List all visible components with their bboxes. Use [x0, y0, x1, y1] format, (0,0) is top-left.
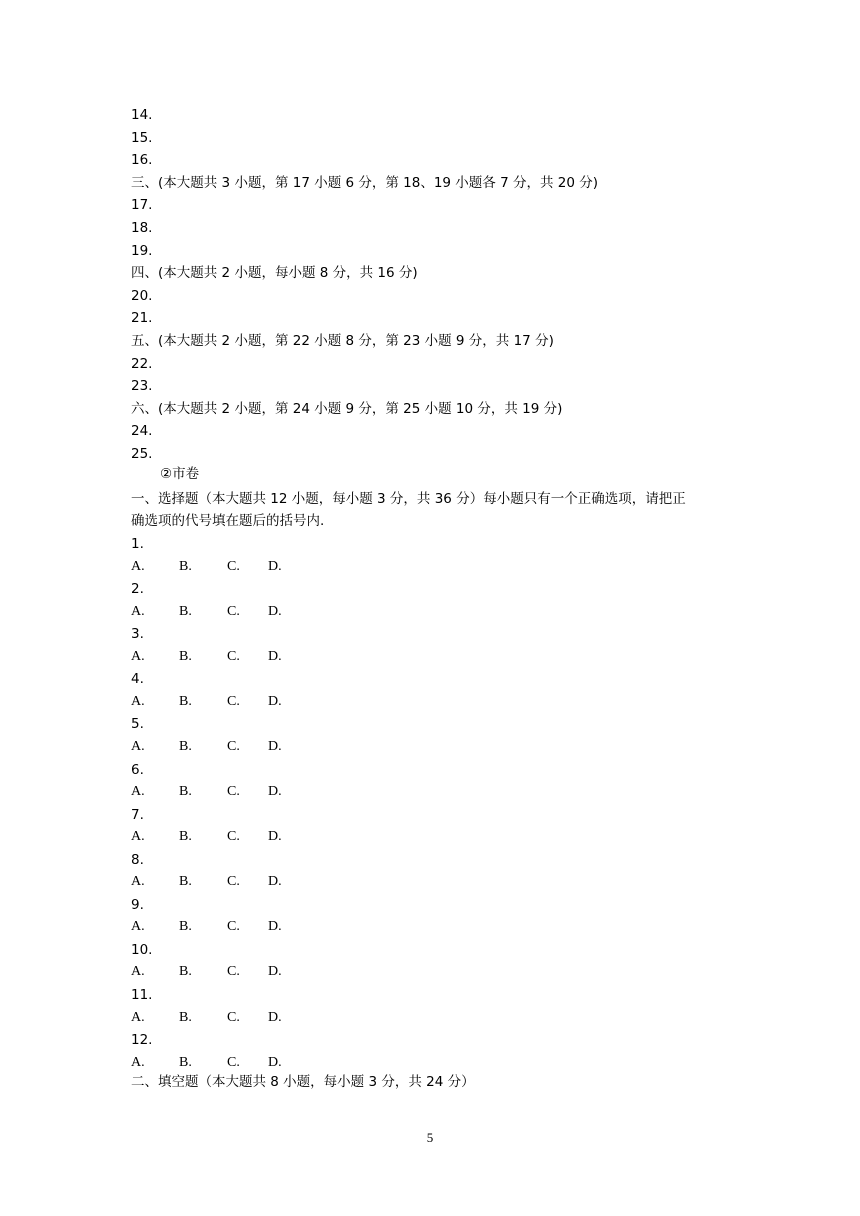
option-label: C. — [227, 829, 240, 845]
option-label: C. — [227, 874, 240, 890]
option-label: C. — [227, 1009, 240, 1025]
text-line: 四、(本大题共 2 小题，每小题 8 分，共 16 分) — [131, 265, 418, 282]
text-line: 20. — [131, 287, 153, 304]
option-label: C. — [227, 964, 240, 980]
option-label: D. — [268, 1054, 282, 1070]
text-line: 17. — [131, 197, 153, 214]
question-number: 1. — [131, 536, 144, 552]
text-line: 15. — [131, 129, 153, 146]
option-label: C. — [227, 693, 240, 709]
option-label: A. — [131, 1009, 145, 1025]
option-label: B. — [179, 874, 192, 890]
text-line: 六、(本大题共 2 小题，第 24 小题 9 分，第 25 小题 10 分，共 19 分) — [131, 400, 563, 417]
question-number: 8. — [131, 851, 144, 868]
option-label: B. — [179, 1009, 192, 1025]
option-label: A. — [131, 964, 145, 980]
option-label: A. — [131, 558, 145, 574]
section-title: ②市卷 — [160, 466, 200, 482]
option-label: B. — [179, 784, 192, 799]
option-label: B. — [179, 964, 192, 980]
section-heading: 二、填空题（本大题共 8 小题，每小题 3 分，共 24 分） — [131, 1074, 475, 1090]
option-label: D. — [268, 874, 282, 890]
option-label: C. — [227, 1054, 240, 1070]
option-label: B. — [179, 648, 192, 664]
text-line: 五、(本大题共 2 小题，第 22 小题 8 分，第 23 小题 9 分，共 17 分) — [131, 333, 554, 349]
text-line: 21. — [131, 310, 153, 327]
option-label: A. — [131, 648, 145, 664]
question-number: 5. — [131, 716, 144, 733]
question-number: 6. — [131, 761, 144, 778]
text-line: 24. — [131, 423, 153, 440]
option-label: B. — [179, 738, 192, 754]
option-label: C. — [227, 784, 240, 799]
text-line: 18. — [131, 220, 153, 236]
question-number: 12. — [131, 1032, 153, 1049]
option-label: A. — [131, 738, 145, 754]
option-label: A. — [131, 919, 145, 935]
option-label: D. — [268, 964, 282, 980]
option-label: D. — [268, 693, 282, 709]
question-number: 10. — [131, 941, 153, 958]
text-line: 22. — [131, 355, 153, 372]
option-label: A. — [131, 829, 145, 845]
option-label: A. — [131, 693, 145, 709]
text-line: 14. — [131, 107, 153, 123]
question-number: 7. — [131, 806, 144, 823]
option-label: D. — [268, 603, 282, 619]
option-label: D. — [268, 829, 282, 845]
text-line: 三、(本大题共 3 小题，第 17 小题 6 分，第 18、19 小题各 7 分，共 20 分) — [131, 174, 599, 191]
option-label: C. — [227, 603, 240, 619]
option-label: D. — [268, 1009, 282, 1025]
option-label: A. — [131, 1054, 145, 1070]
option-label: D. — [268, 919, 282, 935]
text-line: 25. — [131, 446, 153, 462]
option-label: A. — [131, 603, 145, 619]
option-label: B. — [179, 829, 192, 845]
question-number: 11. — [131, 987, 153, 1003]
option-label: B. — [179, 603, 192, 619]
text-line: 16. — [131, 152, 153, 169]
option-label: B. — [179, 558, 192, 574]
text-line: 19. — [131, 242, 153, 259]
page-number: 5 — [426, 1130, 434, 1145]
question-number: 2. — [131, 581, 144, 598]
option-label: D. — [268, 648, 282, 664]
option-label: C. — [227, 558, 240, 574]
option-label: D. — [268, 784, 282, 799]
question-number: 4. — [131, 671, 144, 688]
question-number: 3. — [131, 626, 144, 643]
option-label: D. — [268, 558, 282, 574]
section-heading: 确选项的代号填在题后的括号内. — [131, 513, 325, 529]
section-heading: 一、选择题（本大题共 12 小题，每小题 3 分，共 36 分）每小题只有一个正确选项，请把正 — [131, 491, 686, 507]
option-label: B. — [179, 1054, 192, 1070]
question-number: 9. — [131, 896, 144, 913]
option-label: B. — [179, 693, 192, 709]
option-label: A. — [131, 784, 145, 799]
option-label: A. — [131, 874, 145, 890]
option-label: D. — [268, 738, 282, 754]
option-label: B. — [179, 919, 192, 935]
option-label: C. — [227, 648, 240, 664]
text-line: 23. — [131, 378, 153, 395]
option-label: C. — [227, 738, 240, 754]
option-label: C. — [227, 919, 240, 935]
